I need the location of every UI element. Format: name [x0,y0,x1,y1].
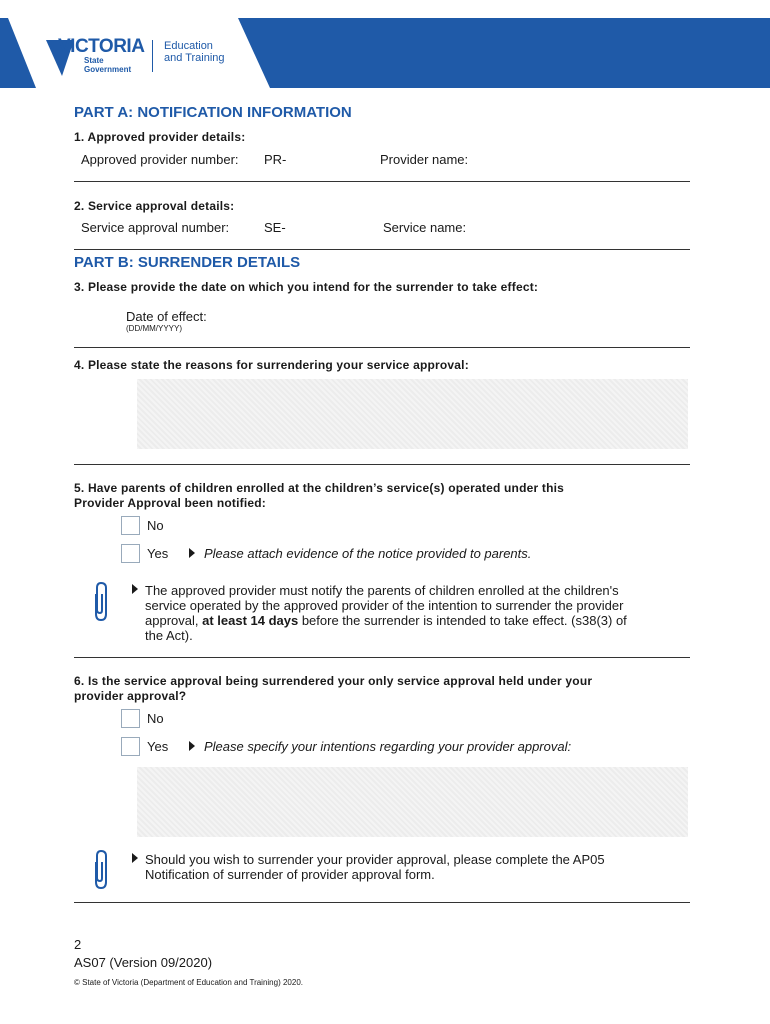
divider [74,347,690,348]
copyright-notice: © State of Victoria (Department of Education and Training) 2020. [74,978,303,987]
logo-divider [152,40,153,72]
q6-no-checkbox[interactable] [121,709,140,728]
triangle-right-icon [132,853,138,863]
divider [74,464,690,465]
date-format-hint: (DD/MM/YYYY) [126,324,182,333]
victoria-wordmark: VICTORIA [58,36,145,57]
triangle-right-icon [189,548,195,558]
q6-note: Should you wish to surrender your provider approval, please complete the AP05 Notification of surrender of provider approval form. [145,852,605,882]
q6-no-label: No [147,711,164,726]
divider [74,249,690,250]
question-4: 4. Please state the reasons for surrendering your service approval: [74,358,469,372]
intentions-textarea[interactable] [137,767,688,837]
question-3: 3. Please provide the date on which you intend for the surrender to take effect: [74,280,539,294]
question-5-line1: 5. Have parents of children enrolled at the children’s service(s) operated under this [74,481,565,495]
q5-no-checkbox[interactable] [121,516,140,535]
q5-note: The approved provider must notify the parents of children enrolled at the children's service operated by the approved provider of the intention to surrender the provider approval, at least 14 days before the surrender is intended to take effect. (s38(3) of the Act). [145,583,627,643]
divider [74,657,690,658]
q6-yes-checkbox[interactable] [121,737,140,756]
q5-yes-instruction: Please attach evidence of the notice provided to parents. [204,546,532,561]
question-1: 1. Approved provider details: [74,130,246,144]
service-name-label: Service name: [383,220,467,235]
question-2: 2. Service approval details: [74,199,235,213]
reasons-textarea[interactable] [137,379,688,449]
paperclip-icon [88,580,112,624]
q5-yes-checkbox[interactable] [121,544,140,563]
part-a-title: PART A: NOTIFICATION INFORMATION [74,104,352,121]
triangle-right-icon [189,741,195,751]
triangle-right-icon [132,584,138,594]
divider [74,902,690,903]
date-of-effect-label: Date of effect: [126,309,207,324]
divider [74,181,690,182]
service-number-field[interactable]: SE- [264,220,286,235]
paperclip-icon [88,848,112,892]
page-number: 2 [74,937,82,952]
provider-number-field[interactable]: PR- [264,152,287,167]
form-version: AS07 (Version 09/2020) [74,955,213,970]
question-6-line2: provider approval? [74,689,187,703]
q6-yes-instruction: Please specify your intentions regarding your provider approval: [204,739,572,754]
state-government-label: State Government [84,56,132,74]
service-number-label: Service approval number: [81,220,230,235]
department-label: Education and Training [164,40,225,64]
question-5-line2: Provider Approval been notified: [74,496,266,510]
provider-name-label: Provider name: [380,152,469,167]
question-6-line1: 6. Is the service approval being surrendered your only service approval held under your [74,674,593,688]
q5-no-label: No [147,518,164,533]
q5-yes-label: Yes [147,546,169,561]
part-b-title: PART B: SURRENDER DETAILS [74,254,301,271]
q6-yes-label: Yes [147,739,169,754]
provider-number-label: Approved provider number: [81,152,239,167]
